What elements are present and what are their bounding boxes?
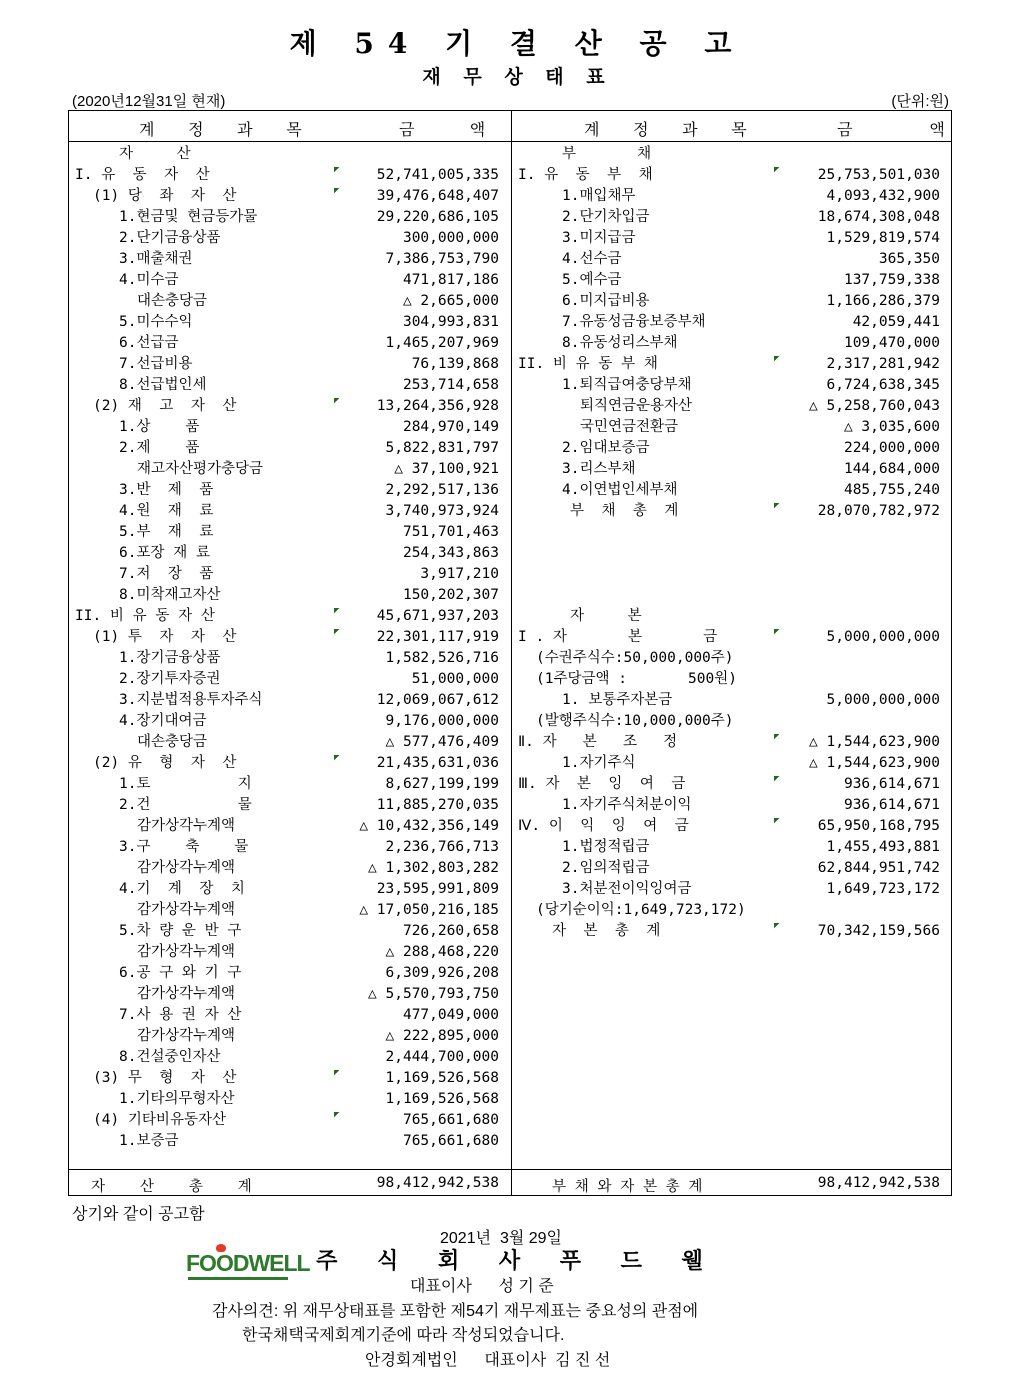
account-label: 감가상각누계액	[137, 902, 236, 918]
subtotal-marker-icon: ◤	[774, 816, 780, 826]
account-label: 4.이연법인세부채	[562, 482, 678, 498]
subtotal-marker-icon: ◤	[774, 732, 780, 742]
table-row	[512, 522, 952, 543]
account-label: (1) 투 자 자 산	[93, 629, 237, 645]
table-row	[69, 648, 511, 669]
account-label: 2.건 물	[119, 797, 252, 813]
account-amount: 765,661,680	[402, 1133, 499, 1149]
account-label: 7.유동성금융보증부채	[562, 314, 706, 330]
table-row	[69, 795, 511, 816]
table-row	[69, 606, 511, 627]
liabilities-equity-column	[512, 144, 952, 942]
account-amount: △ 288,468,220	[385, 944, 499, 960]
table-row	[69, 207, 511, 228]
account-amount: 253,714,658	[402, 377, 499, 393]
account-amount: △ 2,665,000	[402, 293, 499, 309]
account-label: 1.상 품	[119, 419, 200, 435]
balance-sheet-table	[68, 110, 957, 1196]
account-label: 7.사 용 권 자 산	[119, 1007, 242, 1023]
account-label: 6.포장 재 료	[119, 545, 210, 561]
account-label: 6.미지급비용	[562, 293, 650, 309]
account-amount: 765,661,680	[402, 1112, 499, 1128]
account-amount: 144,684,000	[843, 461, 940, 477]
table-row	[512, 795, 952, 816]
account-label: 3.리스부채	[562, 461, 636, 477]
table-row	[69, 774, 511, 795]
account-label: 감가상각누계액	[137, 818, 236, 834]
account-label: 감가상각누계액	[137, 944, 236, 960]
account-amount: 2,444,700,000	[385, 1049, 499, 1065]
table-row	[512, 270, 952, 291]
account-amount: 21,435,631,036	[376, 755, 499, 771]
table-row	[69, 942, 511, 963]
table-row	[512, 564, 952, 585]
subtotal-marker-icon: ◤	[334, 165, 340, 175]
total-liabilities-equity-label: 부 채 와 자 본 총 계	[552, 1179, 703, 1195]
account-amount: 7,386,753,790	[385, 251, 499, 267]
table-row	[69, 879, 511, 900]
page-title: 제 54 기 결 산 공 고	[289, 27, 746, 60]
table-row	[512, 228, 952, 249]
account-amount: 2,317,281,942	[826, 356, 940, 372]
table-row	[512, 816, 952, 837]
table-row	[512, 354, 952, 375]
account-amount: 6,724,638,345	[826, 377, 940, 393]
subtotal-marker-icon: ◤	[774, 627, 780, 637]
table-row	[69, 396, 511, 417]
account-amount: 22,301,117,919	[376, 629, 499, 645]
account-amount: 28,070,782,972	[817, 503, 940, 519]
right-amount-header: 금 액	[837, 120, 957, 139]
account-label: 4.미수금	[119, 272, 179, 288]
account-amount: 2,236,766,713	[385, 839, 499, 855]
account-label: 부 채 총 계	[570, 503, 679, 519]
table-row	[512, 648, 952, 669]
table-row	[69, 522, 511, 543]
account-amount: 2,292,517,136	[385, 482, 499, 498]
subtotal-marker-icon: ◤	[774, 165, 780, 175]
table-row	[69, 354, 511, 375]
table-row	[69, 228, 511, 249]
table-row	[69, 270, 511, 291]
table-row	[69, 1026, 511, 1047]
table-row	[512, 837, 952, 858]
account-label: 5.부 재 료	[119, 524, 214, 540]
account-label: 5.미수수익	[119, 314, 193, 330]
table-row	[69, 1110, 511, 1131]
account-label: 5.예수금	[562, 272, 622, 288]
date-note: (2020년12월31일 현재)	[72, 93, 226, 110]
table-row	[512, 249, 952, 270]
account-amount: 52,741,005,335	[376, 167, 499, 183]
account-label: 1.현금및 현금등가물	[119, 209, 258, 225]
account-amount: 12,069,067,612	[376, 692, 499, 708]
table-row	[69, 816, 511, 837]
table-row	[69, 1089, 511, 1110]
subtotal-marker-icon: ◤	[334, 606, 340, 616]
account-label: 1.매입채무	[562, 188, 636, 204]
table-row	[512, 627, 952, 648]
account-amount: 1,649,723,172	[826, 881, 940, 897]
table-row	[69, 1068, 511, 1089]
table-row	[69, 627, 511, 648]
table-row	[69, 753, 511, 774]
account-label: 4.원 재 료	[119, 503, 214, 519]
table-row	[69, 459, 511, 480]
account-label: 4.선수금	[562, 251, 622, 267]
account-amount: △ 222,895,000	[385, 1028, 499, 1044]
table-row	[69, 291, 511, 312]
table-row	[69, 543, 511, 564]
left-amount-header: 금 액	[399, 120, 498, 139]
account-amount: 1,582,526,716	[385, 650, 499, 666]
table-row	[69, 186, 511, 207]
account-amount: 51,000,000	[411, 671, 499, 687]
table-row	[512, 606, 952, 627]
table-row	[512, 732, 952, 753]
table-row	[512, 858, 952, 879]
account-label: I. 유 동 자 산	[75, 167, 210, 183]
account-amount: 39,476,648,407	[376, 188, 499, 204]
account-label: 퇴직연금운용자산	[580, 398, 693, 414]
account-amount: 13,264,356,928	[376, 398, 499, 414]
table-row	[69, 921, 511, 942]
account-label: 3.처분전이익잉여금	[562, 881, 692, 897]
table-row	[69, 984, 511, 1005]
table-row	[69, 1005, 511, 1026]
audit-opinion-line2: 한국채택국제회계기준에 따라 작성되었습니다.	[242, 1327, 565, 1344]
account-label: 감가상각누계액	[137, 860, 236, 876]
account-label: 8.선급법인세	[119, 377, 207, 393]
account-label: 1.자기주식	[562, 755, 636, 771]
account-amount: 137,759,338	[843, 272, 940, 288]
account-label: II. 비 유 동 부 채	[518, 356, 658, 372]
table-row	[69, 417, 511, 438]
table-row	[512, 921, 952, 942]
account-label: 대손충당금	[137, 734, 208, 750]
table-row	[512, 291, 952, 312]
account-amount: 23,595,991,809	[376, 881, 499, 897]
table-row	[69, 312, 511, 333]
account-label: 7.저 장 품	[119, 566, 214, 582]
account-amount: 5,822,831,797	[385, 440, 499, 456]
table-row	[69, 501, 511, 522]
table-row	[69, 963, 511, 984]
account-amount: 936,614,671	[843, 797, 940, 813]
account-label: 2.제 품	[119, 440, 200, 456]
ceo-line: 대표이사 성 기 준	[410, 1278, 554, 1295]
account-amount: △ 1,544,623,900	[809, 755, 940, 771]
total-assets-label: 자 산 총 계	[91, 1179, 252, 1195]
subtotal-marker-icon: ◤	[334, 396, 340, 406]
account-amount: 304,993,831	[402, 314, 499, 330]
account-amount: 224,000,000	[843, 440, 940, 456]
account-amount: 1,465,207,969	[385, 335, 499, 351]
account-label: 6.선급금	[119, 335, 179, 351]
subtotal-marker-icon: ◤	[334, 1068, 340, 1078]
unit-note: (단위:원)	[891, 93, 949, 110]
account-label: 국민연금전환금	[580, 419, 679, 435]
account-label: 부 채	[562, 146, 652, 162]
account-label: 3.미지급금	[562, 230, 636, 246]
table-row	[69, 711, 511, 732]
table-row	[512, 165, 952, 186]
table-row	[512, 396, 952, 417]
account-label: (1주당금액 : 500원)	[536, 671, 737, 687]
total-divider	[69, 1169, 951, 1170]
account-label: 2.임의적립금	[562, 860, 650, 876]
account-label: Ⅱ. 자 본 조 정	[518, 734, 678, 750]
table-row	[69, 900, 511, 921]
table-row	[69, 858, 511, 879]
account-amount: △ 5,258,760,043	[809, 398, 940, 414]
account-amount: 6,309,926,208	[385, 965, 499, 981]
account-label: (2) 유 형 자 산	[93, 755, 237, 771]
account-amount: △ 3,035,600	[843, 419, 940, 435]
account-amount: △ 1,544,623,900	[809, 734, 940, 750]
account-label: 7.선급비용	[119, 356, 193, 372]
account-label: I . 자 본 금	[518, 629, 718, 645]
table-row	[512, 879, 952, 900]
announce-date: 2021년 3월 29일	[440, 1230, 562, 1247]
subtotal-marker-icon: ◤	[334, 186, 340, 196]
table-row	[69, 669, 511, 690]
table-row	[69, 1131, 511, 1152]
table-row	[512, 690, 952, 711]
account-label: 3.반 제 품	[119, 482, 214, 498]
auditor-line: 안경회계법인 대표이사 김 진 선	[365, 1352, 611, 1369]
assets-column	[69, 144, 511, 1152]
account-label: 2.임대보증금	[562, 440, 650, 456]
table-row	[512, 186, 952, 207]
subtotal-marker-icon: ◤	[334, 753, 340, 763]
account-label: 8.건설중인자산	[119, 1049, 221, 1065]
table-row	[512, 480, 952, 501]
account-label: 1.자기주식처분이익	[562, 797, 692, 813]
table-row	[69, 480, 511, 501]
account-amount: 3,740,973,924	[385, 503, 499, 519]
total-liabilities-equity-amount: 98,412,942,538	[817, 1175, 940, 1191]
table-row	[512, 312, 952, 333]
account-amount: 42,059,441	[852, 314, 940, 330]
account-label: 1.보증금	[119, 1133, 179, 1149]
account-amount: 936,614,671	[843, 776, 940, 792]
header-divider	[69, 141, 951, 142]
table-row	[512, 900, 952, 921]
table-row	[69, 837, 511, 858]
account-label: 자 본	[570, 608, 642, 624]
table-row	[69, 165, 511, 186]
subtotal-marker-icon: ◤	[774, 501, 780, 511]
table-row	[512, 501, 952, 522]
table-row	[69, 333, 511, 354]
account-label: 2.단기금융상품	[119, 230, 221, 246]
account-amount: △ 17,050,216,185	[359, 902, 499, 918]
account-amount: △ 10,432,356,149	[359, 818, 499, 834]
account-amount: △ 5,570,793,750	[368, 986, 499, 1002]
subtotal-marker-icon: ◤	[774, 921, 780, 931]
account-amount: 751,701,463	[402, 524, 499, 540]
account-amount: 1,169,526,568	[385, 1070, 499, 1086]
account-amount: 4,093,432,900	[826, 188, 940, 204]
account-amount: 300,000,000	[402, 230, 499, 246]
account-amount: 45,671,937,203	[376, 608, 499, 624]
account-amount: 284,970,149	[402, 419, 499, 435]
account-amount: 254,343,863	[402, 545, 499, 561]
account-amount: 150,202,307	[402, 587, 499, 603]
table-row	[512, 375, 952, 396]
account-label: (발행주식수:10,000,000주)	[536, 713, 734, 729]
account-amount: 1,166,286,379	[826, 293, 940, 309]
account-amount: 1,529,819,574	[826, 230, 940, 246]
account-amount: △ 577,476,409	[385, 734, 499, 750]
table-row	[69, 375, 511, 396]
account-label: 5.차 량 운 반 구	[119, 923, 242, 939]
account-label: Ⅲ. 자 본 잉 여 금	[518, 776, 686, 792]
account-amount: 5,000,000,000	[826, 692, 940, 708]
table-row	[512, 207, 952, 228]
account-amount: 485,755,240	[843, 482, 940, 498]
account-label: 8.유동성리스부채	[562, 335, 678, 351]
account-amount: 8,627,199,199	[385, 776, 499, 792]
table-row	[512, 711, 952, 732]
account-label: 4.장기대여금	[119, 713, 207, 729]
account-label: 자 본 총 계	[552, 923, 661, 939]
table-row	[512, 774, 952, 795]
total-assets-row	[69, 1175, 511, 1197]
account-label: 1.법정적립금	[562, 839, 650, 855]
table-row	[69, 585, 511, 606]
table-row	[69, 1047, 511, 1068]
account-label: (1) 당 좌 자 산	[93, 188, 237, 204]
account-label: 1.퇴직급여충당부채	[562, 377, 692, 393]
account-amount: 62,844,951,742	[817, 860, 940, 876]
account-label: 1.토 지	[119, 776, 252, 792]
account-label: (2) 재 고 자 산	[93, 398, 237, 414]
account-label: (수권주식수:50,000,000주)	[536, 650, 734, 666]
account-label: 4.기 계 장 치	[119, 881, 245, 897]
account-label: 대손충당금	[137, 293, 208, 309]
table-row	[512, 585, 952, 606]
table-row	[69, 438, 511, 459]
logo-underline	[188, 1277, 288, 1280]
account-amount: 18,674,308,048	[817, 209, 940, 225]
total-assets-amount: 98,412,942,538	[376, 1175, 499, 1191]
account-label: 재고자산평가충당금	[137, 461, 264, 477]
account-amount: 29,220,686,105	[376, 209, 499, 225]
audit-opinion-line1: 감사의견: 위 재무상태표를 포함한 제54기 재무제표는 중요성의 관점에	[212, 1303, 699, 1320]
subtotal-marker-icon: ◤	[334, 1110, 340, 1120]
account-label: 2.단기차입금	[562, 209, 650, 225]
account-label: 1. 보통주자본금	[562, 692, 673, 708]
account-label: 감가상각누계액	[137, 986, 236, 1002]
account-label: (4) 기타비유동자산	[93, 1112, 226, 1128]
table-row	[512, 753, 952, 774]
subtotal-marker-icon: ◤	[774, 354, 780, 364]
account-amount: 726,260,658	[402, 923, 499, 939]
account-label: 3.구 축 물	[119, 839, 249, 855]
account-label: I. 유 동 부 채	[518, 167, 653, 183]
company-name: 주 식 회 사 푸 드 웰	[316, 1249, 719, 1274]
subtotal-marker-icon: ◤	[774, 774, 780, 784]
account-label: (당기순이익:1,649,723,172)	[536, 902, 746, 918]
table-row	[512, 144, 952, 165]
account-label: II. 비 유 동 자 산	[75, 608, 215, 624]
account-label: Ⅳ. 이 익 잉 여 금	[518, 818, 689, 834]
total-liabilities-equity-row	[512, 1175, 952, 1197]
table-row	[512, 438, 952, 459]
account-amount: 471,817,186	[402, 272, 499, 288]
account-amount: 11,885,270,035	[376, 797, 499, 813]
account-amount: 3,917,210	[420, 566, 499, 582]
account-amount: 25,753,501,030	[817, 167, 940, 183]
account-amount: 365,350	[878, 251, 940, 267]
table-row	[512, 333, 952, 354]
account-label: 3.매출채권	[119, 251, 193, 267]
table-row	[512, 417, 952, 438]
table-row	[69, 732, 511, 753]
account-amount: 1,169,526,568	[385, 1091, 499, 1107]
right-account-header: 계 정 과 목	[584, 120, 759, 139]
page-subtitle: 재 무 상 태 표	[422, 66, 613, 88]
table-row	[512, 459, 952, 480]
subtotal-marker-icon: ◤	[334, 627, 340, 637]
account-amount: △ 1,302,803,282	[368, 860, 499, 876]
account-label: 1.기타의무형자산	[119, 1091, 235, 1107]
table-row	[512, 543, 952, 564]
account-label: (3) 무 형 자 산	[93, 1070, 237, 1086]
account-label: 6.공 구 와 기 구	[119, 965, 242, 981]
account-amount: 65,950,168,795	[817, 818, 940, 834]
account-label: 2.장기투자증권	[119, 671, 221, 687]
table-row	[512, 669, 952, 690]
account-label: 감가상각누계액	[137, 1028, 236, 1044]
announce-text: 상기와 같이 공고함	[72, 1206, 205, 1223]
account-amount: 109,470,000	[843, 335, 940, 351]
account-label: 1.장기금융상품	[119, 650, 221, 666]
left-account-header: 계 정 과 목	[139, 120, 314, 139]
account-amount: 76,139,868	[411, 356, 499, 372]
account-label: 8.미착재고자산	[119, 587, 221, 603]
table-row	[69, 564, 511, 585]
account-amount: 1,455,493,881	[826, 839, 940, 855]
account-amount: 9,176,000,000	[385, 713, 499, 729]
account-amount: 70,342,159,566	[817, 923, 940, 939]
account-amount: 477,049,000	[402, 1007, 499, 1023]
table-row	[69, 144, 511, 165]
account-amount: 5,000,000,000	[826, 629, 940, 645]
table-row	[69, 249, 511, 270]
account-label: 자 산	[119, 146, 191, 162]
table-row	[69, 690, 511, 711]
account-label: 3.지분법적용투자주식	[119, 692, 263, 708]
logo-text: FOODWELL	[186, 1250, 310, 1276]
account-amount: △ 37,100,921	[394, 461, 499, 477]
